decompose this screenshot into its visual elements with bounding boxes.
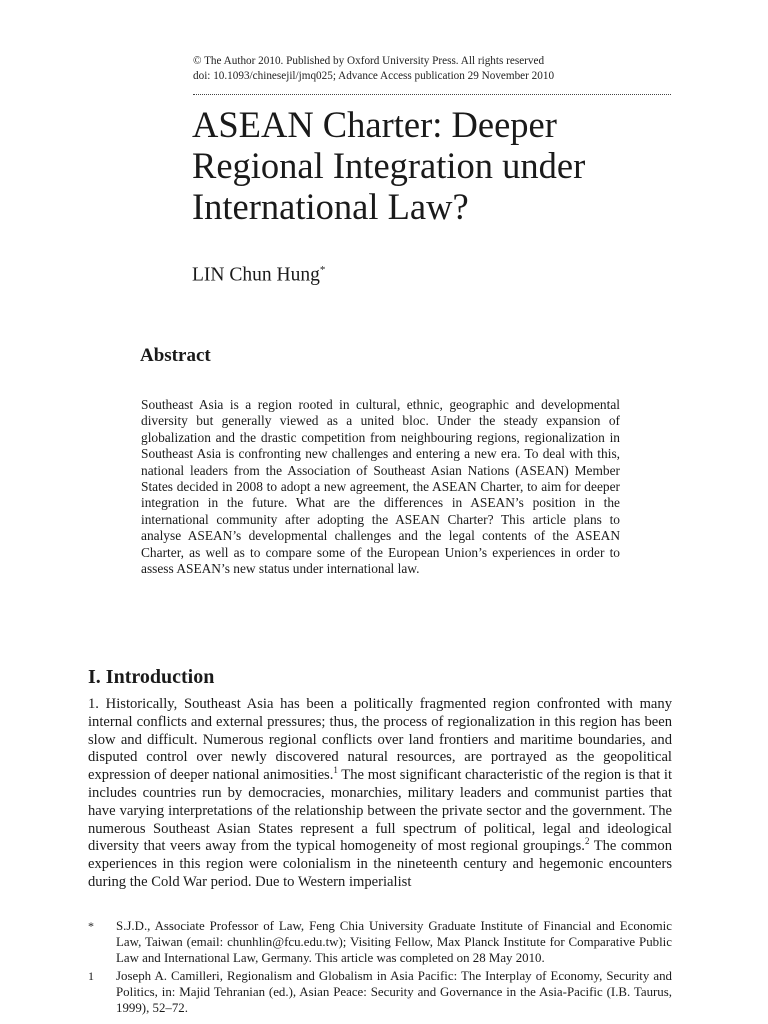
article-title: ASEAN Charter: Deeper Regional Integration under International Law? bbox=[192, 104, 586, 227]
author-line bbox=[192, 258, 325, 288]
footnote-mark: 1 bbox=[88, 969, 94, 983]
paragraph-text-part-3: The common experiences in this region were colonialism in the nineteenth century and hegemonic encounters during the Cold War period. Due to Western imperialist bbox=[88, 838, 673, 890]
footnotes bbox=[88, 918, 672, 1018]
doi-line: doi: 10.1093/chinesejil/jmq025; Advance Access publication 29 November 2010 bbox=[193, 70, 555, 82]
footnote-ref-2[interactable]: 2 bbox=[584, 836, 590, 847]
section-heading-introduction: I. Introduction bbox=[88, 666, 215, 688]
abstract-heading: Abstract bbox=[140, 345, 211, 366]
footnote-ref-1[interactable]: 1 bbox=[333, 765, 338, 776]
introduction-paragraph bbox=[88, 696, 672, 892]
abstract-text: Southeast Asia is a region rooted in cultural, ethnic, geographic and developmental diversity but generally viewed as a united bloc. Under the steady expansion of globalization and the drastic competition from neighbouring regions, regionalization in Southeast Asia is confronting new challenges and entering a new era. To deal with this, national leaders from the Association of Southeast Asian Nations (ASEAN) Member States decided in 2008 to adopt a new agreement, the ASEAN Charter, to aim for deeper integration in the future. What are the differences in ASEAN’s position in the international community after adopting the ASEAN Charter? This article plans to analyse ASEAN’s developmental challenges and the legal contents of the ASEAN Charter, as well as to compare some of the European Union’s experiences in order to assess ASEAN’s new status under international law. bbox=[141, 397, 620, 577]
copyright-notice bbox=[193, 54, 673, 84]
paragraph-text-part-1: 1. Historically, Southeast Asia has been a politically fragmented region confronted with many internal conflicts and external pressures; thus, the process of regionalization in this region has been slow and difficult. Numerous regional conflicts over land frontiers and maritime boundaries, and disputed control over newly discovered natural resources, are portrayed as the geopolitical expression of deeper national animosities. bbox=[88, 696, 672, 784]
header-divider bbox=[193, 94, 671, 95]
footnote-author bbox=[88, 918, 672, 966]
footnote-1 bbox=[88, 968, 672, 1016]
footnote-text: Joseph A. Camilleri, Regionalism and Globalism in Asia Pacific: The Interplay of Economy, Security and Politics, in: Majid Tehranian (ed.), Asian Peace: Security and Governance in the Asia-Pacific (I.B. Taurus, 1999), 52–72. bbox=[116, 969, 672, 1015]
footnote-text: S.J.D., Associate Professor of Law, Feng Chia University Graduate Institute of Financial and Economic Law, Taiwan (email: chunhlin@fcu.edu.tw); Visiting Fellow, Max Planck Institute for Comparative Public Law and International Law, Germany. This article was completed on 28 May 2010. bbox=[116, 919, 672, 965]
copyright-line: © The Author 2010. Published by Oxford University Press. All rights reserved bbox=[193, 55, 545, 67]
author-footnote-mark[interactable]: * bbox=[319, 264, 326, 276]
author-name: LIN Chun Hung bbox=[192, 264, 320, 286]
footnote-mark: * bbox=[88, 919, 94, 933]
paragraph-text-part-2: The most significant characteristic of the region is that it includes countries run by democracies, monarchies, military leaders and communist parties that have varying interpretations of the relationship between the private sector and the government. The numerous Southeast Asian States represent a full spectrum of political, legal and ideological diversity that veers away from the typical homogeneity of most regional groupings. bbox=[88, 767, 673, 855]
